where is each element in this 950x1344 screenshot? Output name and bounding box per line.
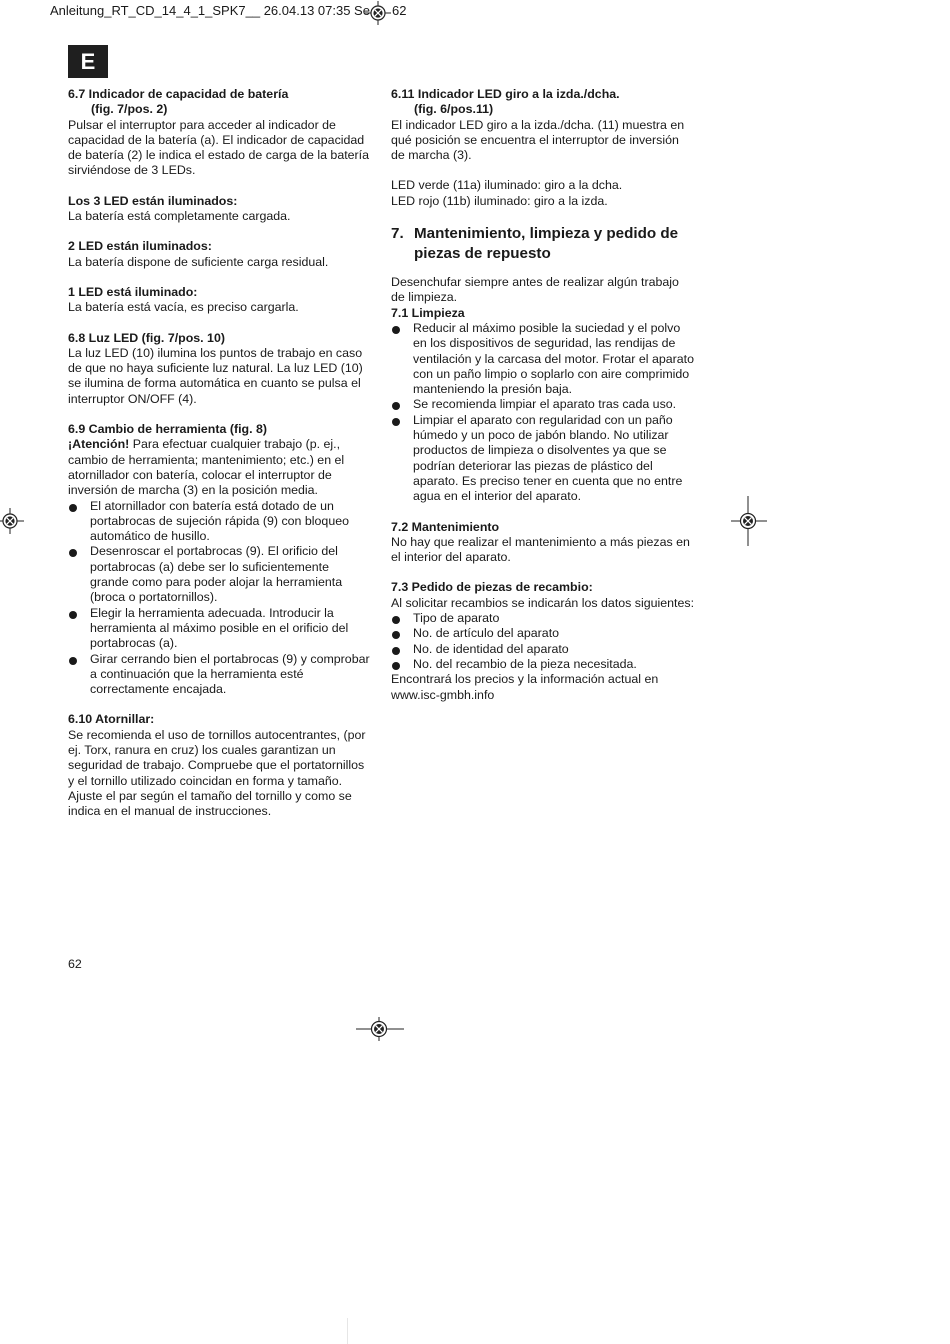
led-green-text: LED verde (11a) iluminado: giro a la dcha. [391,178,623,193]
print-header-text: Anleitung_RT_CD_14_4_1_SPK7__ 26.04.13 07:35 Se [50,3,370,18]
list-item: El atornillador con batería está dotado de un portabrocas de sujeción rápida (9) con bloqueo automático de husillo. [68,499,370,545]
registration-mark-icon [365,1,391,25]
section-7-3 [391,580,695,702]
registration-mark-icon [731,496,767,546]
section-7-3-heading: 7.3 Pedido de piezas de recambio: [391,580,593,595]
section-6-10-body: Se recomienda el uso de tornillos autocentrantes, (por ej. Torx, ranura en cruz) los cuales garantizan un seguridad de trabajo. Compruebe que el portatornillos y el tornillo utilizado coincidan en forma y tamaño. Ajuste el par según el tamaño del tornillo y como se indica en el manual de instrucciones. [68,727,366,819]
section-6-8-body: La luz LED (10) ilumina los puntos de trabajo en caso de que no haya suficiente luz natural. La luz LED (10) se ilumina de forma automática en cuanto se pulsa el interruptor ON/OFF (4). [68,345,363,406]
section-6-8-heading: 6.8 Luz LED (fig. 7/pos. 10) [68,330,225,345]
section-6-7-heading-ref: (fig. 7/pos. 2) [91,102,168,117]
chapter-7-title [391,224,695,263]
section-7-1 [391,306,695,505]
section-7-3-intro: Al solicitar recambios se indicarán los datos siguientes: [391,595,695,610]
chapter-7-number: 7. [391,225,404,243]
led-2-heading: 2 LED están iluminados: [68,239,212,254]
section-6-8 [68,331,370,407]
list-item: Se recomienda limpiar el aparato tras cada uso. [391,397,695,412]
led-1-heading: 1 LED está iluminado: [68,284,198,299]
chapter-7-intro: Desenchufar siempre antes de realizar algún trabajo de limpieza. [391,275,679,305]
attention-label: ¡Atención! [68,437,130,452]
list-item: No. del recambio de la pieza necesitada. [391,657,695,672]
list-item: No. de artículo del aparato [391,626,695,641]
section-6-9-list [68,499,370,698]
registration-mark-icon [0,508,24,534]
led-1-body: La batería está vacía, es preciso cargarla. [68,300,299,315]
section-6-11-heading: 6.11 Indicador LED giro a la izda./dcha. [391,87,620,101]
section-7-1-list [391,321,695,505]
section-6-10 [68,712,370,819]
section-6-9 [68,422,370,697]
section-7-2-heading: 7.2 Mantenimiento [391,519,500,534]
list-item: Girar cerrando bien el portabrocas (9) y comprobar a continuación que la herramienta esté correctamente encajada. [68,652,370,698]
section-6-9-intro [68,437,370,498]
led-3-body: La batería está completamente cargada. [68,209,291,224]
list-item: Desenroscar el portabrocas (9). El orificio del portabrocas (a) debe ser lo suficientemente grande como para poder alojar la herramienta (broca o portatornillos). [68,544,370,605]
chapter-7-title-line-1: Mantenimiento, limpieza y pedido de [414,225,679,243]
section-7-2-body: No hay que realizar el mantenimiento a más piezas en el interior del aparato. [391,534,690,565]
section-6-9-heading: 6.9 Cambio de herramienta (fig. 8) [68,422,267,437]
list-item: Limpiar el aparato con regularidad con un paño húmedo y un poco de jabón blando. No utilizar productos de limpieza o disolventes ya que se podrían deteriorar las piezas de plástico del aparato. Es preciso tener en cuenta que no entre agua en el interior del aparato. [391,413,695,505]
section-6-11-body: El indicador LED giro a la izda./dcha. (11) muestra en qué posición se encuentra el interruptor de inversión de marcha (3). [391,117,685,163]
led-3-block [68,194,370,225]
print-header [50,3,406,18]
section-7-3-list [391,611,695,672]
led-red-text: LED rojo (11b) iluminado: giro a la izda. [391,193,608,208]
section-7-1-heading: 7.1 Limpieza [391,305,465,320]
led-2-body: La batería dispone de suficiente carga residual. [68,254,329,269]
right-column [391,87,695,718]
section-7-2 [391,520,695,566]
section-7-3-outro: Encontrará los precios y la información actual en www.isc-gmbh.info [391,672,659,702]
language-badge: E [68,45,108,78]
section-6-11 [391,87,695,163]
led-3-heading: Los 3 LED están iluminados: [68,193,238,208]
left-column [68,87,370,834]
print-header-page: 62 [391,3,407,18]
led-1-block [68,285,370,316]
page-number: 62 [68,957,82,971]
section-6-10-heading: 6.10 Atornillar: [68,712,155,727]
list-item: No. de identidad del aparato [391,642,695,657]
list-item: Reducir al máximo posible la suciedad y el polvo en los dispositivos de seguridad, las rendijas de ventilación y la carcasa del motor. Frotar el aparato con un paño limpio o soplarlo con aire comprimido manteniendo la presión baja. [391,321,695,397]
fold-line [347,1318,348,1344]
chapter-7-title-line-2: piezas de repuesto [414,244,551,262]
section-6-7 [68,87,370,179]
registration-mark-icon [356,1017,404,1041]
section-6-7-body: Pulsar el interruptor para acceder al indicador de capacidad de la batería (a). El indicador de capacidad de batería (2) le indica el estado de carga de la batería sirviéndose de 3 LEDs. [68,117,370,178]
section-6-9-intro-text: Para efectuar cualquier trabajo (p. ej., cambio de herramienta; mantenimiento; etc.) en el atornillador con batería, colocar el interruptor de inversión de marcha (3) en la posición media. [68,437,345,498]
list-item: Elegir la herramienta adecuada. Introducir la herramienta al máximo posible en el orificio del portabrocas (a). [68,606,370,652]
section-6-7-heading: 6.7 Indicador de capacidad de batería [68,87,289,101]
section-6-11-heading-ref: (fig. 6/pos.11) [414,102,494,117]
led-2-block [68,239,370,270]
list-item: Tipo de aparato [391,611,695,626]
